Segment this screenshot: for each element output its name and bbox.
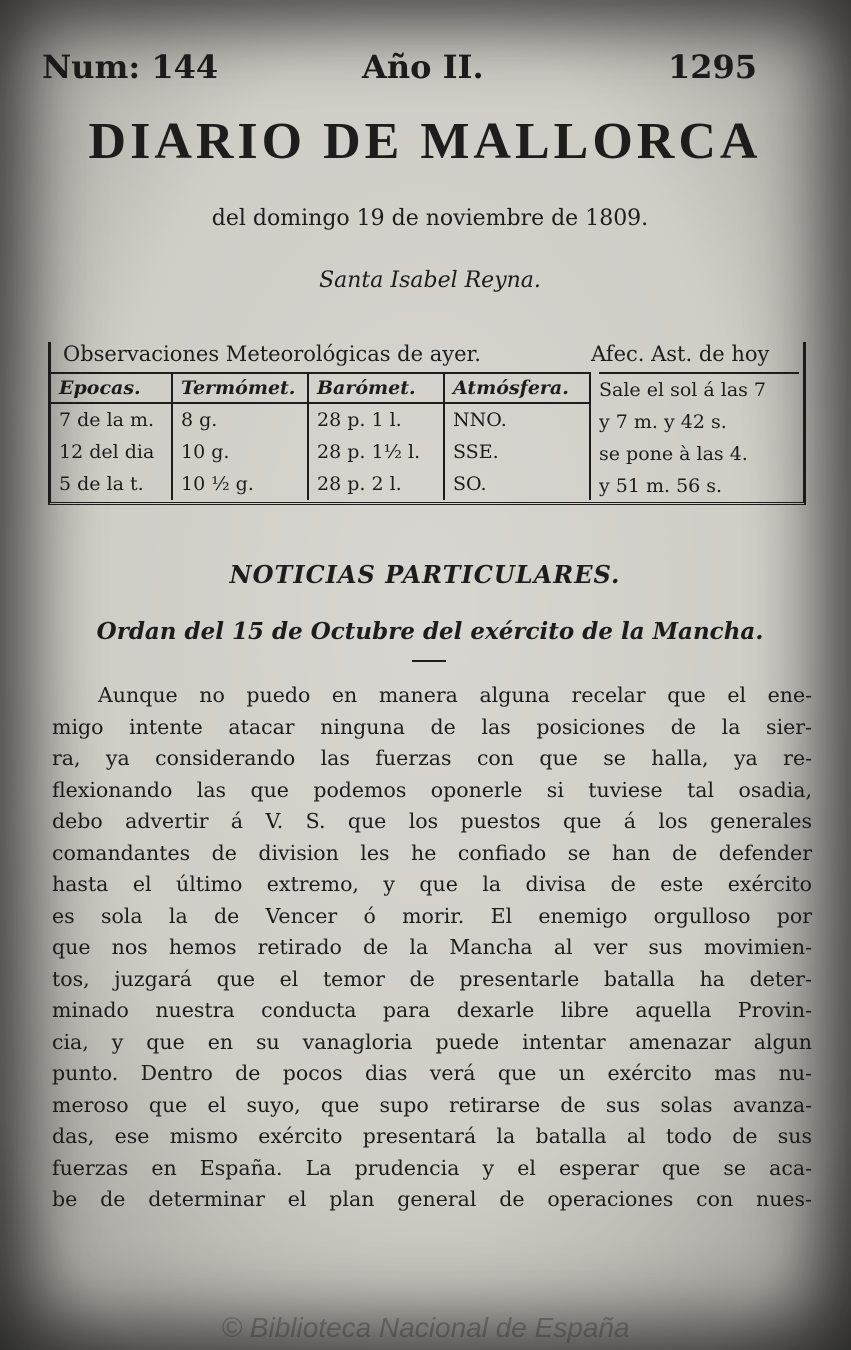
astro-line: se pone à las 4.	[599, 443, 748, 465]
section-title: NOTICIAS PARTICULARES.	[229, 560, 621, 589]
body-line: migo intente atacar ninguna de las posiciones de la sier-	[52, 714, 812, 739]
cell-atmosfera: SSE.	[445, 436, 591, 468]
cell-epoca: 5 de la t.	[51, 468, 173, 500]
cell-epoca: 12 del dia	[51, 436, 173, 468]
body-line: be de determinar el plan general de operaciones con nues-	[52, 1187, 812, 1211]
body-line: minado nuestra conducta para dexarle libre aquella Provin-	[52, 998, 812, 1022]
body-line: punto. Dentro de pocos dias verá que un exército mas nu-	[52, 1061, 812, 1085]
col-header-termometro: Termómet.	[173, 374, 309, 402]
body-line: cia, y que en su vanagloria puede intentar amenazar algun	[52, 1029, 812, 1054]
divider	[412, 660, 446, 662]
meteo-title: Observaciones Meteorológicas de ayer.	[63, 342, 481, 366]
col-header-barometro: Barómet.	[309, 374, 445, 402]
body-line: ra, ya considerando las fuerzas con que se halla, ya re-	[52, 746, 812, 770]
body-line: fuerzas en España. La prudencia y el esperar que se aca-	[52, 1155, 812, 1180]
table-row	[51, 404, 591, 436]
body-line: hasta el último extremo, y que la divisa de este exército	[52, 872, 812, 896]
astro-info	[599, 372, 799, 502]
meteorological-table	[48, 342, 806, 505]
astro-line: y 51 m. 56 s.	[599, 475, 723, 497]
body-line: das, ese mismo exército presentará la batalla al todo de sus	[52, 1124, 812, 1148]
date-line: del domingo 19 de noviembre de 1809.	[211, 206, 649, 231]
body-line: comandantes de division les he confiado se han de defender	[52, 840, 812, 865]
newspaper-title: DIARIO DE MALLORCA	[88, 113, 762, 170]
table-row	[51, 436, 591, 468]
library-watermark: © Biblioteca Nacional de España	[221, 1312, 630, 1343]
cell-termometro: 10 ½ g.	[173, 468, 309, 500]
cell-barometro: 28 p. 1 l.	[309, 404, 445, 436]
cell-atmosfera: NNO.	[445, 404, 591, 436]
body-line: que nos hemos retirado de la Mancha al ver sus movimien-	[52, 935, 812, 959]
article-body	[52, 680, 812, 1216]
cell-termometro: 10 g.	[173, 436, 309, 468]
body-line: es sola la de Vencer ó morir. El enemigo orgulloso por	[52, 903, 812, 928]
cell-epoca: 7 de la m.	[51, 404, 173, 436]
issue-number: Num: 144	[42, 48, 219, 86]
cell-barometro: 28 p. 1½ l.	[309, 436, 445, 468]
astro-title: Afec. Ast. de hoy	[591, 342, 770, 366]
article-subtitle: Ordan del 15 de Octubre del exército de la Mancha.	[96, 618, 764, 645]
saint-of-day: Santa Isabel Reyna.	[319, 268, 541, 293]
body-line: meroso que el suyo, que supo retirarse de sus solas avanza-	[52, 1092, 812, 1117]
astro-line: y 7 m. y 42 s.	[599, 411, 727, 433]
year-label: Año II.	[362, 48, 484, 86]
cell-atmosfera: SO.	[445, 468, 591, 500]
col-header-atmosfera: Atmósfera.	[445, 374, 591, 402]
meteo-header-row	[51, 374, 591, 404]
meteo-grid	[51, 372, 591, 500]
cell-barometro: 28 p. 2 l.	[309, 468, 445, 500]
body-line: debo advertir á V. S. que los puestos que á los generales	[52, 809, 812, 833]
page-number: 1295	[668, 48, 758, 86]
cell-termometro: 8 g.	[173, 404, 309, 436]
body-line: tos, juzgará que el temor de presentarle batalla ha deter-	[52, 966, 812, 991]
table-row	[51, 468, 591, 500]
astro-line: Sale el sol á las 7	[599, 379, 767, 401]
body-line: Aunque no puedo en manera alguna recelar que el ene-	[98, 683, 812, 707]
body-line: flexionando las que podemos oponerle si tuviese tal osadia,	[52, 777, 812, 802]
col-header-epocas: Epocas.	[51, 374, 173, 402]
